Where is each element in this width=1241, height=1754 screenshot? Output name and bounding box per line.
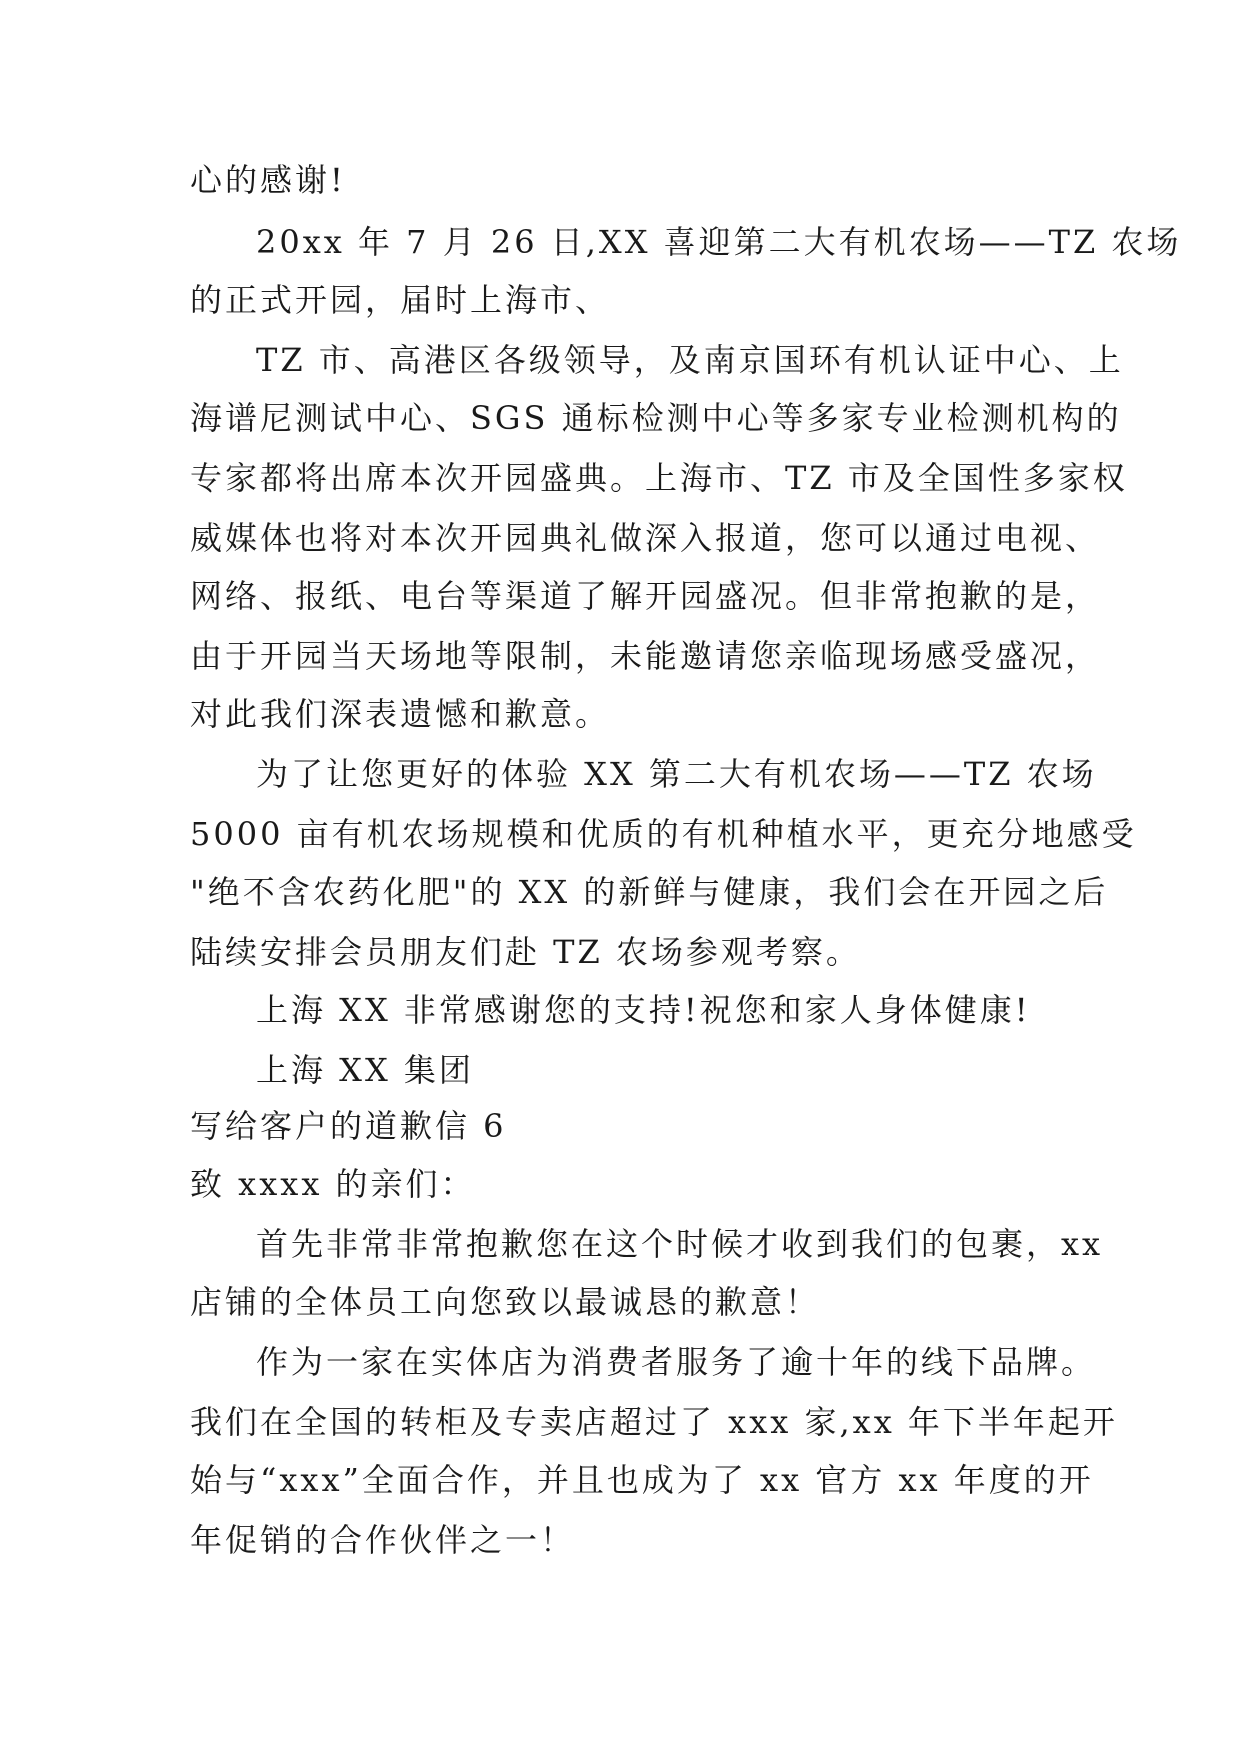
- text-line: "绝不含农药化肥"的 XX 的新鲜与健康，我们会在开园之后: [190, 873, 1109, 911]
- text-line: 由于开园当天场地等限制，未能邀请您亲临现场感受盛况，: [190, 637, 1101, 675]
- text-line: 首先非常非常抱歉您在这个时候才收到我们的包裹，xx: [256, 1225, 1104, 1263]
- text-line: 网络、报纸、电台等渠道了解开园盛况。但非常抱歉的是，: [190, 577, 1101, 615]
- section-heading: 写给客户的道歉信 6: [190, 1107, 507, 1145]
- salutation: 致 xxxx 的亲们：: [190, 1165, 476, 1203]
- text-line: 海谱尼测试中心、SGS 通标检测中心等多家专业检测机构的: [190, 399, 1122, 437]
- text-line: 我们在全国的转柜及专卖店超过了 xxx 家,xx 年下半年起开: [190, 1403, 1118, 1441]
- text-line: 作为一家在实体店为消费者服务了逾十年的线下品牌。: [256, 1343, 1097, 1381]
- text-line: 始与“xxx”全面合作，并且也成为了 xx 官方 xx 年度的开: [190, 1461, 1094, 1499]
- text-line: 陆续安排会员朋友们赴 TZ 农场参观考察。: [190, 933, 861, 971]
- text-line: TZ 市、高港区各级领导，及南京国环有机认证中心、上: [256, 341, 1124, 379]
- text-line: 心的感谢!: [190, 161, 346, 199]
- text-line: 店铺的全体员工向您致以最诚恳的歉意！: [190, 1283, 821, 1321]
- signature-line: 上海 XX 集团: [256, 1051, 474, 1089]
- text-line: 上海 XX 非常感谢您的支持!祝您和家人身体健康!: [256, 991, 1031, 1029]
- text-line: 5000 亩有机农场规模和优质的有机种植水平，更充分地感受: [190, 815, 1137, 853]
- text-line: 为了让您更好的体验 XX 第二大有机农场——TZ 农场: [256, 755, 1097, 793]
- text-line: 年促销的合作伙伴之一！: [190, 1521, 576, 1559]
- text-line: 的正式开园，届时上海市、: [190, 281, 611, 319]
- text-line: 20xx 年 7 月 26 日,XX 喜迎第二大有机农场——TZ 农场: [256, 223, 1182, 261]
- text-line: 威媒体也将对本次开园典礼做深入报道，您可以通过电视、: [190, 519, 1101, 557]
- text-line: 专家都将出席本次开园盛典。上海市、TZ 市及全国性多家权: [190, 459, 1128, 497]
- text-line: 对此我们深表遗憾和歉意。: [190, 695, 611, 733]
